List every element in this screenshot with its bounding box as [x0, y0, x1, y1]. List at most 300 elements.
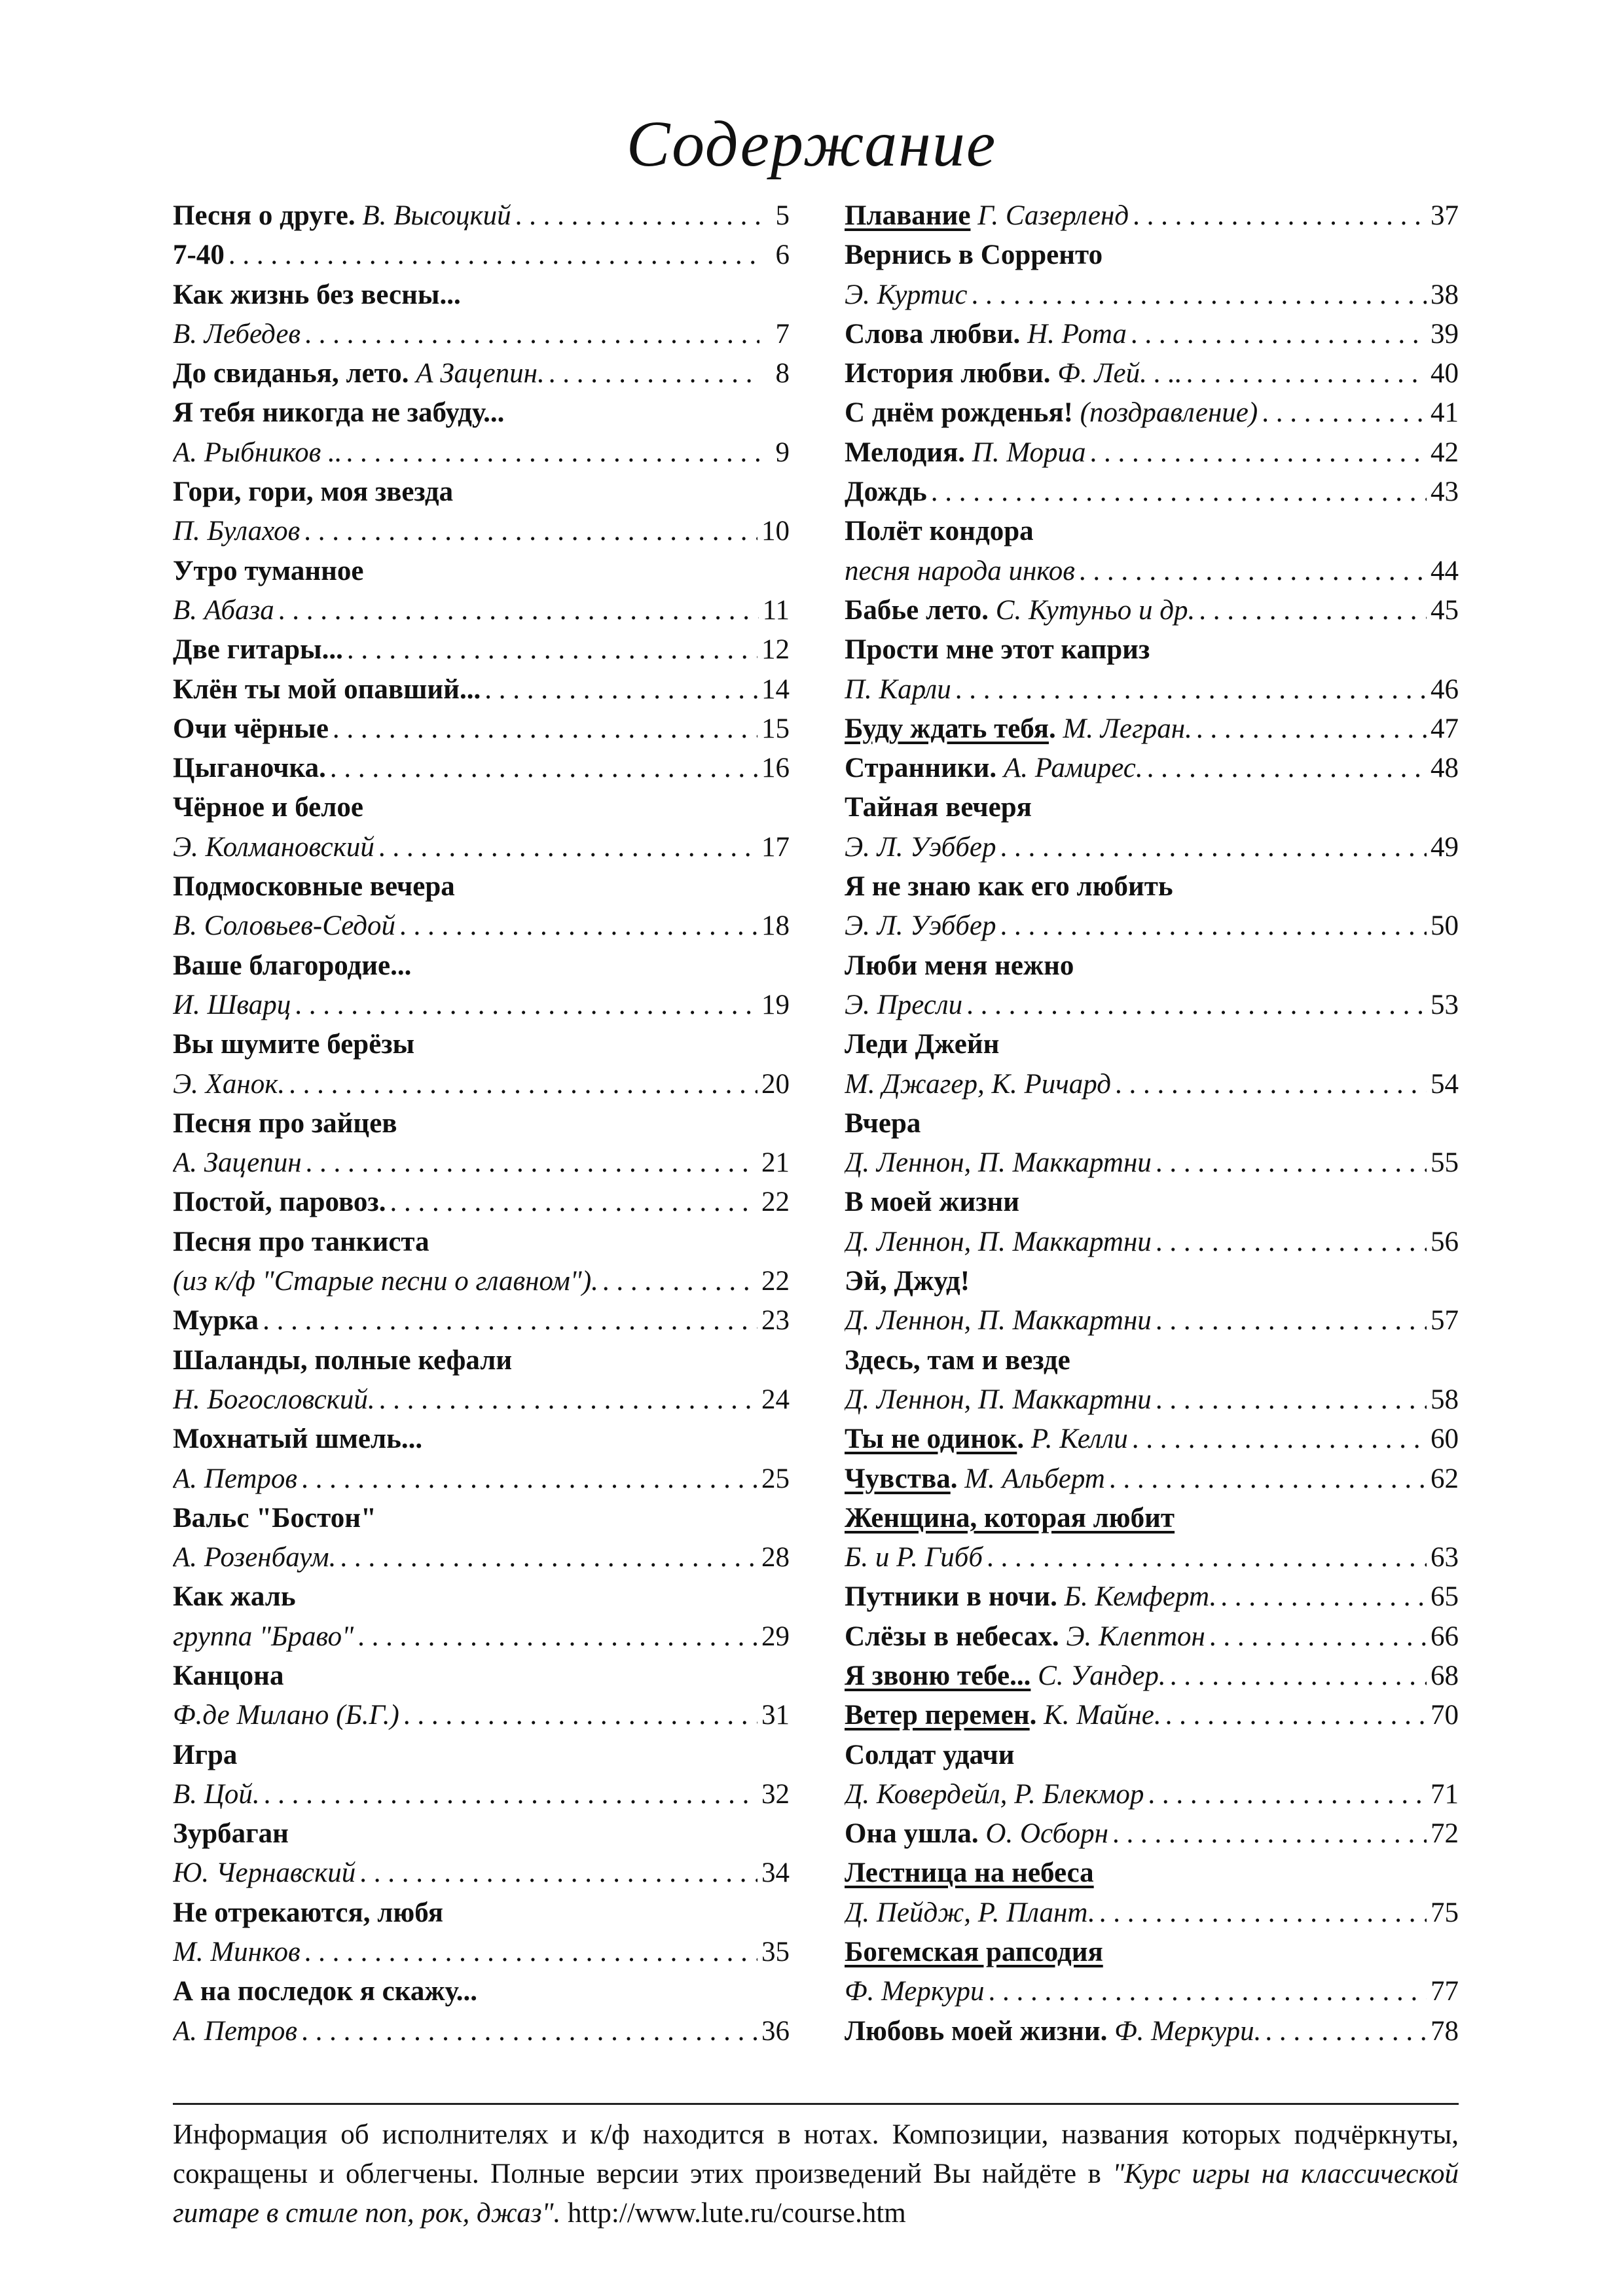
song-title: Вальс "Бостон" — [173, 1502, 376, 1534]
toc-entry[interactable] — [845, 552, 1459, 591]
page-number: 66 — [1431, 1621, 1459, 1652]
dot-leader — [1170, 1657, 1427, 1696]
toc-entry[interactable] — [845, 1301, 1459, 1340]
song-title: Мохнатый шмель... — [173, 1424, 423, 1455]
toc-entry[interactable] — [845, 709, 1459, 749]
dot-leader — [989, 1972, 1427, 2011]
page-number: 24 — [761, 1384, 790, 1415]
toc-entry-heading — [845, 788, 1459, 827]
page-number: 72 — [1431, 1818, 1459, 1850]
toc-entry-heading — [173, 1420, 790, 1459]
song-title: Клён ты мой опавший... — [173, 673, 481, 705]
dot-leader — [549, 354, 759, 393]
page-number: 19 — [761, 989, 790, 1020]
toc-entry-heading — [845, 1854, 1459, 1893]
song-author: Э. Л. Уэббер — [845, 831, 996, 863]
dot-leader — [228, 236, 759, 275]
song-title: Мелодия. — [845, 437, 966, 468]
toc-entry[interactable] — [173, 630, 790, 670]
dot-leader — [1196, 709, 1427, 749]
toc-entry-heading — [845, 1025, 1459, 1064]
song-author: Э. Колмановский — [173, 831, 374, 863]
toc-entry[interactable] — [173, 196, 790, 236]
toc-entry[interactable] — [173, 1617, 790, 1657]
song-title: Солдат удачи — [845, 1739, 1015, 1770]
song-title: Прости мне этот каприз — [845, 634, 1150, 666]
page-number: 16 — [761, 753, 790, 784]
toc-entry[interactable] — [845, 591, 1459, 630]
song-title: Шаланды, полные кефали — [173, 1344, 513, 1376]
song-title: Зурбаган — [173, 1818, 289, 1850]
song-author: С. Кутуньо и др. — [995, 594, 1195, 626]
song-author: Б. и Р. Гибб — [845, 1542, 983, 1573]
dot-leader — [955, 670, 1427, 709]
footer-divider — [173, 2103, 1459, 2105]
page-number: 15 — [761, 713, 790, 744]
page-number: 21 — [761, 1147, 790, 1179]
song-title: Любовь моей жизни. — [845, 2015, 1108, 2047]
toc-entry[interactable] — [845, 1775, 1459, 1814]
song-title: Постой, паровоз. — [173, 1187, 386, 1218]
song-author: А. Зацепин — [173, 1147, 302, 1179]
page-number: 48 — [1431, 753, 1459, 784]
toc-entry[interactable] — [173, 512, 790, 551]
toc-entry[interactable] — [845, 828, 1459, 867]
song-title: До свиданья, лето. — [173, 358, 409, 389]
song-title: С днём рожденья! — [845, 397, 1073, 429]
toc-entry-heading — [173, 552, 790, 591]
toc-entry-heading — [173, 1341, 790, 1380]
song-author: Р. Келли — [1030, 1424, 1128, 1455]
song-author: Д. Леннон, П. Маккартни — [845, 1147, 1152, 1179]
song-author: Э. Куртис — [845, 279, 968, 310]
song-author: Э. Клептон — [1066, 1621, 1205, 1652]
dot-leader — [390, 1183, 757, 1222]
toc-entry[interactable] — [173, 828, 790, 867]
dot-leader — [304, 1933, 757, 1972]
page-number: 32 — [761, 1778, 790, 1810]
toc-entry[interactable] — [845, 433, 1459, 473]
toc-entry[interactable] — [845, 354, 1459, 393]
toc-entry[interactable] — [173, 1380, 790, 1420]
song-title-punct: . — [1048, 713, 1056, 744]
song-author: Д. Леннон, П. Маккартни — [845, 1226, 1152, 1257]
song-title-punct: . — [1017, 1424, 1025, 1455]
toc-entry[interactable] — [845, 749, 1459, 788]
toc-entry-heading — [845, 630, 1459, 670]
song-title: Дождь — [845, 476, 927, 508]
song-title: Песня про танкиста — [173, 1226, 429, 1257]
toc-entry-heading — [173, 1577, 790, 1617]
song-title: Вернись в Сорренто — [845, 240, 1103, 271]
page-number: 45 — [1431, 594, 1459, 626]
song-author: В. Высоцкий — [362, 200, 511, 231]
toc-entry[interactable] — [845, 670, 1459, 709]
dot-leader — [1156, 1380, 1427, 1420]
song-author: Ф. Лей. . .. — [1057, 358, 1182, 389]
page-number: 38 — [1431, 279, 1459, 310]
song-title: Путники в ночи. — [845, 1581, 1057, 1613]
page-number: 17 — [761, 831, 790, 863]
song-author: Д. Ковердейл, Р. Блекмор — [845, 1778, 1144, 1810]
song-title: Ты не одинок — [845, 1424, 1017, 1455]
song-author: А. Розенбаум. — [173, 1542, 337, 1573]
toc-entry[interactable] — [845, 1577, 1459, 1617]
toc-entry[interactable] — [845, 986, 1459, 1025]
song-title: Ветер перемен — [845, 1700, 1030, 1731]
dot-leader — [1109, 1460, 1427, 1499]
page-number: 9 — [775, 437, 790, 468]
dot-leader — [1000, 906, 1427, 946]
page-number: 65 — [1431, 1581, 1459, 1613]
page-number: 58 — [1431, 1384, 1459, 1415]
dot-leader — [357, 1617, 757, 1657]
toc-entry-heading — [845, 946, 1459, 986]
page-number: 41 — [1431, 397, 1459, 429]
song-title: Она ушла. — [845, 1818, 979, 1850]
song-author: А. Петров — [173, 2015, 298, 2047]
page-title: Содержание — [626, 107, 997, 180]
page-number: 5 — [775, 200, 790, 231]
toc-entry-heading — [173, 946, 790, 986]
toc-entry-heading — [173, 1893, 790, 1933]
song-title: А на последок я скажу... — [173, 1976, 477, 2007]
song-title: Женщина, которая любит — [845, 1502, 1175, 1534]
toc-entry[interactable] — [173, 670, 790, 709]
song-author: В. Лебедев — [173, 318, 301, 350]
song-author: П. Мориа — [972, 437, 1086, 468]
page-number: 8 — [775, 358, 790, 389]
song-author: М. Альберт — [964, 1463, 1105, 1494]
toc-entry[interactable] — [845, 1893, 1459, 1933]
course-title: "Курс игры на классической гитаре в стиле поп, рок, джаз". — [173, 2159, 1459, 2229]
toc-entry-heading — [173, 788, 790, 827]
toc-entry[interactable] — [173, 1301, 790, 1340]
toc-entry[interactable] — [845, 196, 1459, 236]
dot-leader — [403, 1696, 757, 1735]
page-number: 70 — [1431, 1700, 1459, 1731]
toc-entry[interactable] — [845, 1972, 1459, 2011]
toc-entry-heading — [173, 1104, 790, 1143]
song-title: Две гитары... — [173, 634, 343, 666]
toc-entry[interactable] — [845, 393, 1459, 433]
song-title: Вы шумите берёзы — [173, 1029, 415, 1060]
page-number: 43 — [1431, 476, 1459, 508]
song-author: В. Цой. — [173, 1778, 260, 1810]
toc-entry[interactable] — [845, 1380, 1459, 1420]
dot-leader — [484, 670, 757, 709]
song-author: Д. Леннон, П. Маккартни — [845, 1305, 1152, 1336]
song-title: Полёт кондора — [845, 516, 1034, 547]
toc-entry-heading — [845, 236, 1459, 275]
song-title: Буду ждать тебя — [845, 713, 1049, 744]
song-author: О. Осборн — [985, 1818, 1108, 1850]
song-title: В моей жизни — [845, 1187, 1020, 1218]
song-author: А Зацепин. — [416, 358, 545, 389]
song-title: Гори, гори, моя звезда — [173, 476, 454, 508]
page-number: 49 — [1431, 831, 1459, 863]
dot-leader — [399, 906, 757, 946]
song-author: Ф.де Милано (Б.Г.) — [173, 1700, 399, 1731]
toc-entry[interactable] — [845, 906, 1459, 946]
dot-leader — [289, 1065, 757, 1104]
song-title: Мурка — [173, 1305, 259, 1336]
toc-entry[interactable] — [173, 2012, 790, 2051]
page-number: 18 — [761, 910, 790, 942]
toc-entry[interactable] — [173, 1854, 790, 1893]
dot-leader — [602, 1262, 757, 1301]
toc-entry[interactable] — [845, 1065, 1459, 1104]
toc-entry[interactable] — [845, 276, 1459, 315]
toc-entry[interactable] — [173, 906, 790, 946]
toc-entry[interactable] — [845, 473, 1459, 512]
toc-entry[interactable] — [173, 1143, 790, 1183]
dot-leader — [1131, 315, 1427, 354]
dot-leader — [1265, 2012, 1427, 2051]
toc-entry[interactable] — [173, 1933, 790, 1972]
toc-entry-heading — [845, 1736, 1459, 1775]
dot-leader — [1147, 749, 1427, 788]
page-number: 34 — [761, 1857, 790, 1889]
dot-leader — [1115, 1065, 1427, 1104]
toc-entry-heading — [845, 512, 1459, 551]
dot-leader — [931, 473, 1427, 512]
song-author: Ю. Чернавский — [173, 1857, 356, 1889]
dot-leader — [264, 1775, 757, 1814]
toc-entry[interactable] — [173, 1538, 790, 1577]
page-number: 78 — [1431, 2015, 1459, 2047]
page-number: 6 — [775, 240, 790, 271]
page-number: 37 — [1431, 200, 1459, 231]
page-number: 31 — [761, 1700, 790, 1731]
dot-leader — [1156, 1143, 1427, 1183]
song-author: П. Карли — [845, 673, 951, 705]
song-title: 7-40 — [173, 240, 225, 271]
dot-leader — [1165, 1696, 1427, 1735]
dot-leader — [1262, 393, 1427, 433]
page-number: 7 — [775, 318, 790, 350]
dot-leader — [1156, 1301, 1427, 1340]
dot-leader — [1133, 196, 1427, 236]
page-number: 44 — [1431, 555, 1459, 586]
dot-leader — [1132, 1420, 1427, 1459]
page-number: 29 — [761, 1621, 790, 1652]
dot-leader — [378, 828, 757, 867]
toc-entry[interactable] — [173, 1696, 790, 1735]
song-title: Как жаль — [173, 1581, 296, 1613]
page-number: 63 — [1431, 1542, 1459, 1573]
footer-text: Информация об исполнителях и к/ф находится в нотах. Композиции, названия которых подчёркнуты, сокращены и облегчены. Полные версии этих произведений Вы найдёте в — [173, 2119, 1459, 2189]
dot-leader — [1079, 552, 1427, 591]
page-number: 23 — [761, 1305, 790, 1336]
dot-leader — [1199, 591, 1427, 630]
song-author: Э. Л. Уэббер — [845, 910, 996, 942]
toc-column-right — [845, 196, 1459, 2051]
toc-entry[interactable] — [173, 1775, 790, 1814]
toc-entry-heading — [173, 1499, 790, 1538]
song-author: А. Петров — [173, 1463, 298, 1494]
song-title: Песня про зайцев — [173, 1107, 397, 1139]
dot-leader — [1209, 1617, 1427, 1657]
page-number: 57 — [1431, 1305, 1459, 1336]
toc-entry-heading — [845, 1262, 1459, 1301]
dot-leader — [1090, 433, 1427, 473]
toc-entry-heading — [173, 473, 790, 512]
page-number: 46 — [1431, 673, 1459, 705]
song-title: Здесь, там и везде — [845, 1344, 1070, 1376]
page-number: 25 — [761, 1463, 790, 1494]
toc-entry[interactable] — [845, 1420, 1459, 1459]
song-title: Странники. — [845, 753, 997, 784]
dot-leader — [301, 2012, 757, 2051]
toc-column-left — [173, 196, 790, 2051]
toc-entry[interactable] — [845, 315, 1459, 354]
song-author: М. Джагер, К. Ричард — [845, 1068, 1111, 1100]
toc-entry[interactable] — [173, 591, 790, 630]
song-author: Ф. Меркури — [845, 1976, 985, 2007]
toc-entry[interactable] — [173, 236, 790, 275]
song-author: В. Соловьев-Седой — [173, 910, 395, 942]
toc-entry[interactable] — [173, 749, 790, 788]
song-title: Слёзы в небесах. — [845, 1621, 1059, 1652]
toc-entry[interactable] — [845, 1657, 1459, 1696]
toc-entry-heading — [845, 1341, 1459, 1380]
song-author: К. Майне. — [1044, 1700, 1161, 1731]
toc-entry[interactable] — [845, 1223, 1459, 1262]
page-number: 71 — [1431, 1778, 1459, 1810]
footer-note — [173, 2115, 1459, 2233]
toc-entry[interactable] — [845, 1538, 1459, 1577]
page-number: 11 — [762, 594, 790, 626]
song-title: Я не знаю как его любить — [845, 871, 1173, 903]
song-author: И. Шварц — [173, 989, 291, 1020]
song-title: Песня о друге. — [173, 200, 356, 231]
toc-entry[interactable] — [845, 1814, 1459, 1854]
toc-entry[interactable] — [845, 1696, 1459, 1735]
song-title: Плавание — [845, 200, 971, 231]
toc-entry-heading — [173, 1657, 790, 1696]
page-number: 55 — [1431, 1147, 1459, 1179]
toc-entry[interactable] — [173, 709, 790, 749]
song-title: Канцона — [173, 1660, 284, 1691]
song-title: Игра — [173, 1739, 238, 1770]
toc-entry[interactable] — [173, 1065, 790, 1104]
page-number: 36 — [761, 2015, 790, 2047]
song-title: Ваше благородие... — [173, 950, 412, 981]
page-number: 68 — [1431, 1660, 1459, 1691]
dot-leader — [966, 986, 1427, 1025]
dot-leader — [346, 433, 759, 473]
page-number: 54 — [1431, 1068, 1459, 1100]
dot-leader — [1186, 354, 1427, 393]
dot-leader — [1112, 1814, 1427, 1854]
page-number: 20 — [761, 1068, 790, 1100]
toc-entry[interactable] — [845, 1460, 1459, 1499]
page-number: 39 — [1431, 318, 1459, 350]
dot-leader — [515, 196, 759, 236]
page-number: 28 — [761, 1542, 790, 1573]
song-author: Д. Леннон, П. Маккартни — [845, 1384, 1152, 1415]
dot-leader — [340, 1538, 757, 1577]
toc-entry-heading — [173, 1223, 790, 1262]
dot-leader — [304, 315, 759, 354]
song-title: Лестница на небеса — [845, 1857, 1094, 1889]
song-author: М. Минков — [173, 1937, 301, 1968]
dot-leader — [330, 749, 757, 788]
dot-leader — [295, 986, 757, 1025]
toc-entry[interactable] — [845, 2012, 1459, 2051]
toc-entry-heading — [845, 1183, 1459, 1222]
toc-entry[interactable] — [173, 354, 790, 393]
song-author: А. Рыбников .. — [173, 437, 342, 468]
song-title: Очи чёрные — [173, 713, 329, 744]
toc-entry-heading — [845, 1499, 1459, 1538]
song-title: Эй, Джуд! — [845, 1266, 970, 1297]
dot-leader — [263, 1301, 757, 1340]
dot-leader — [1000, 828, 1427, 867]
song-title: Утро туманное — [173, 555, 364, 586]
toc-entry[interactable] — [845, 1143, 1459, 1183]
toc-entry[interactable] — [845, 1617, 1459, 1657]
song-author: Н. Богословский. — [173, 1384, 375, 1415]
dot-leader — [1220, 1577, 1427, 1617]
toc-entry[interactable] — [173, 433, 790, 473]
song-author: П. Булахов — [173, 516, 301, 547]
page-number: 50 — [1431, 910, 1459, 942]
song-title: Богемская рапсодия — [845, 1937, 1103, 1968]
page-number: 40 — [1431, 358, 1459, 389]
song-title-punct: . — [950, 1463, 958, 1494]
dot-leader — [971, 276, 1427, 315]
toc-entry[interactable] — [173, 1183, 790, 1222]
dot-leader — [1156, 1223, 1427, 1262]
page-number: 14 — [761, 673, 790, 705]
toc-entry[interactable] — [173, 315, 790, 354]
song-title: Тайная вечеря — [845, 792, 1032, 823]
page-number: 56 — [1431, 1226, 1459, 1257]
toc-entry[interactable] — [173, 1460, 790, 1499]
course-url[interactable]: http://www.lute.ru/course.htm — [568, 2198, 906, 2229]
toc-entry[interactable] — [173, 986, 790, 1025]
song-author: (поздравление) — [1080, 397, 1258, 429]
song-title: Я тебя никогда не забуду... — [173, 397, 505, 429]
song-author: М. Легран. — [1063, 713, 1192, 744]
dot-leader — [304, 512, 757, 551]
toc-entry-heading — [845, 867, 1459, 906]
dot-leader — [306, 1143, 757, 1183]
song-author: Н. Рота — [1027, 318, 1127, 350]
song-title: Леди Джейн — [845, 1029, 1000, 1060]
song-author: Ф. Меркури. — [1114, 2015, 1262, 2047]
dot-leader — [347, 630, 757, 670]
song-title: Не отрекаются, любя — [173, 1897, 443, 1928]
dot-leader — [359, 1854, 757, 1893]
song-author: Б. Кемферт. — [1064, 1581, 1217, 1613]
page-number: 77 — [1431, 1976, 1459, 2007]
song-author: В. Абаза — [173, 594, 274, 626]
dot-leader — [987, 1538, 1427, 1577]
dot-leader — [1148, 1775, 1427, 1814]
toc-entry-heading — [173, 1025, 790, 1064]
song-title: Чёрное и белое — [173, 792, 363, 823]
song-author: песня народа инков — [845, 555, 1075, 586]
toc-entry[interactable] — [173, 1262, 790, 1301]
toc-entry-heading — [173, 1736, 790, 1775]
toc-entry-heading — [173, 276, 790, 315]
page-number: 75 — [1431, 1897, 1459, 1928]
song-author: С. Уандер. — [1038, 1660, 1166, 1691]
page-number: 12 — [761, 634, 790, 666]
